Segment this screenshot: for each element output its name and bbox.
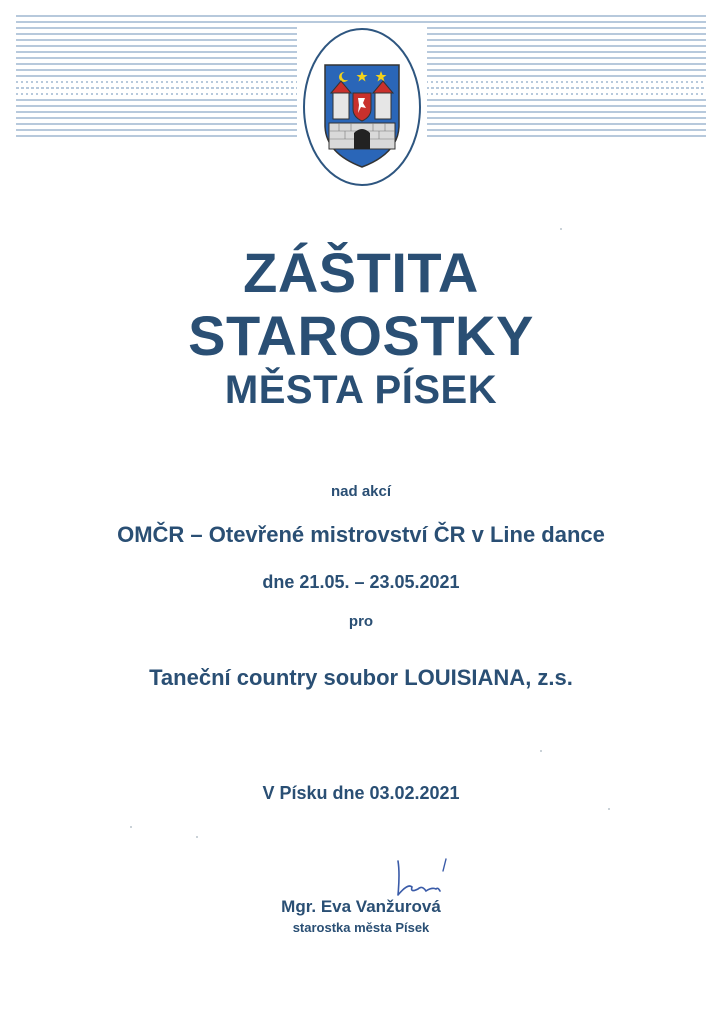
city-coat-of-arms-icon <box>297 25 427 190</box>
scan-speck <box>608 808 610 810</box>
scan-speck <box>130 826 132 828</box>
title-line-3: MĚSTA PÍSEK <box>224 368 498 412</box>
place-and-date: V Písku dne 03.02.2021 <box>262 783 460 803</box>
title-line-2: STAROSTKY <box>188 304 534 367</box>
signatory-role: starostka města Písek <box>292 920 430 935</box>
scan-speck <box>196 836 198 838</box>
event-name: OMČR – Otevřené mistrovství ČR v Line dance <box>117 522 605 547</box>
title-line-1: ZÁŠTITA <box>243 241 479 304</box>
handwritten-signature-icon <box>388 853 458 903</box>
signatory-name: Mgr. Eva Vanžurová <box>281 897 441 916</box>
preposition-text: nad akcí <box>330 483 392 500</box>
event-dates: dne 21.05. – 23.05.2021 <box>262 572 460 592</box>
recipient-intro: pro <box>348 613 374 630</box>
recipient-name: Taneční country soubor LOUISIANA, z.s. <box>149 665 573 690</box>
scan-speck <box>540 750 542 752</box>
emblem-frame <box>297 25 427 190</box>
scan-speck <box>560 228 562 230</box>
